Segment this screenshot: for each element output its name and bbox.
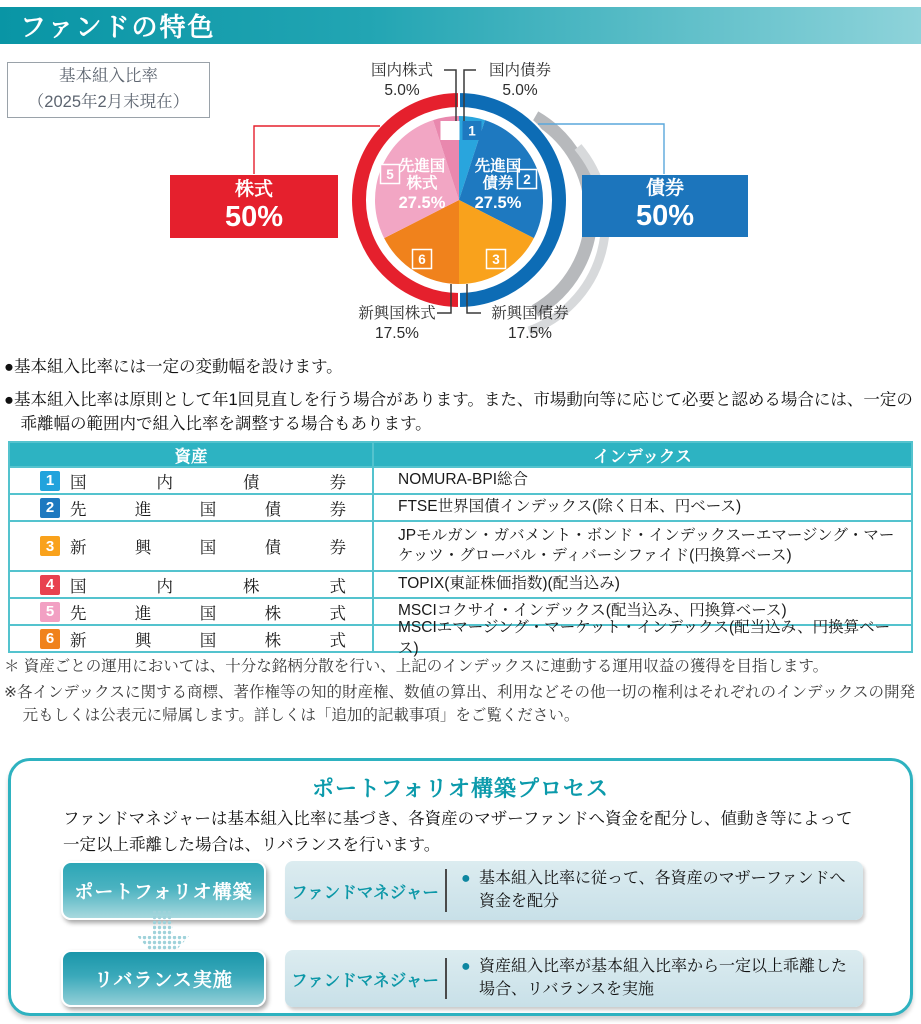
stock-group-box <box>170 175 338 238</box>
base-ratio-line1: 基本組入比率 <box>59 67 158 86</box>
asset-name: 国 内 債 券 <box>70 473 346 492</box>
label-emerging-bond-name: 新興国債券 <box>491 305 569 322</box>
table-header-asset: 資産 <box>10 443 374 466</box>
index-name: JPモルガン・ガバメント・ボンド・インデックスーエマージング・マーケッツ・グローバル・ディバーシファイド(円換算ベース) <box>398 526 895 564</box>
label-domestic-stock-name: 国内株式 <box>370 62 433 79</box>
process-step2-button <box>61 950 266 1007</box>
process-step1-label: ポートフォリオ構築 <box>74 882 253 903</box>
svg-text:先進国: 先進国 <box>398 158 446 175</box>
pie-badge-3 <box>487 250 506 269</box>
stock-group-pct: 50% <box>224 200 284 233</box>
asset-name: 国 内 株 式 <box>70 577 346 596</box>
asset-number-badge: 2 <box>40 498 60 518</box>
asset-name: 先 進 国 株 式 <box>70 604 346 623</box>
footnote-2: ※各インデックスに関する商標、著作権等の知的財産権、数値の算出、利用などその他一切の権利はそれぞれのインデックスの開発元もしくは公表元に帰属します。詳しくは「追加的記載事項」をご覧ください。 <box>4 684 916 724</box>
footnote-1: ＊ 資産ごとの運用においては、十分な銘柄分散を行い、上記のインデックスに連動する運用収益の獲得を目指します。 <box>4 658 829 675</box>
process-step1-desc-box <box>285 861 863 920</box>
asset-number-badge: 3 <box>40 536 60 556</box>
pie-badge-1 <box>463 121 482 140</box>
index-name: TOPIX(東証株価指数)(配当込み) <box>398 575 620 593</box>
asset-number-badge: 1 <box>40 471 60 491</box>
index-name: MSCIエマージング・マーケット・インデックス(配当込み、円換算ベース) <box>398 619 891 657</box>
section-title-bar <box>0 7 921 44</box>
bullet-icon: ● <box>461 870 471 888</box>
asset-name: 先 進 国 債 券 <box>70 500 346 519</box>
bullet-notes <box>4 356 917 446</box>
table-header-row <box>10 443 911 466</box>
process-step2-text: ● 資産組入比率が基本組入比率から一定以上乖離した場合、リバランスを実施 <box>461 958 848 998</box>
svg-text:27.5%: 27.5% <box>398 194 446 212</box>
index-name: NOMURA-BPI総合 <box>398 471 529 489</box>
portfolio-process-box <box>8 758 913 1016</box>
bullet-1: ●基本組入比率には一定の変動幅を設けます。 <box>4 358 343 376</box>
pie-badge-4 <box>441 121 460 140</box>
asset-number-badge: 4 <box>40 575 60 595</box>
process-step1-text: ● 基本組入比率に従って、各資産のマザーファンドへ資金を配分 <box>461 870 846 910</box>
table-row <box>10 570 911 597</box>
svg-text:2: 2 <box>523 172 531 187</box>
asset-name: 新 興 国 債 券 <box>70 539 346 557</box>
table-row <box>10 466 911 493</box>
stock-group-name: 株式 <box>234 178 273 200</box>
svg-text:先進国: 先進国 <box>474 158 522 175</box>
svg-text:3: 3 <box>492 252 500 267</box>
label-domestic-bond-pct: 5.0% <box>502 82 538 100</box>
label-domestic-stock <box>358 61 446 101</box>
asset-name: 新 興 国 株 式 <box>70 631 346 650</box>
table-row <box>10 520 911 570</box>
pie-badge-5 <box>381 165 400 184</box>
table-row <box>10 619 911 657</box>
asset-number-badge: 6 <box>40 629 60 649</box>
process-step2-label: リバランス実施 <box>94 970 233 991</box>
svg-text:6: 6 <box>418 252 426 267</box>
svg-text:債券: 債券 <box>482 175 514 192</box>
asset-number-badge: 5 <box>40 602 60 622</box>
index-name: MSCIコクサイ・インデックス(配当込み、円換算ベース) <box>398 602 787 620</box>
index-name: FTSE世界国債インデックス(除く日本、円ベース) <box>398 498 742 516</box>
svg-text:27.5%: 27.5% <box>474 194 522 212</box>
process-step1-role: ファンドマネジャー <box>291 883 439 902</box>
bullet-icon: ● <box>461 958 471 976</box>
svg-text:4: 4 <box>446 123 454 139</box>
label-domestic-bond-name: 国内債券 <box>488 62 551 79</box>
base-ratio-line2: （2025年2月末現在） <box>27 93 190 111</box>
bond-group-pct: 50% <box>635 200 695 233</box>
label-emerging-stock-name: 新興国株式 <box>358 305 436 322</box>
footnotes <box>4 656 917 731</box>
label-emerging-bond <box>478 304 582 344</box>
page-title: ファンドの特色 <box>20 12 216 42</box>
svg-text:5: 5 <box>386 167 394 182</box>
bond-group-box <box>582 175 748 237</box>
bond-group-name: 債券 <box>645 178 684 200</box>
label-emerging-bond-pct: 17.5% <box>508 325 552 343</box>
label-emerging-stock <box>350 304 444 344</box>
process-step2-desc-box <box>285 950 863 1007</box>
process-intro: ファンドマネジャーは基本組入比率に基づき、各資産のマザーファンドへ資金を配分し、値動き等によって一定以上乖離した場合は、リバランスを行います。 <box>63 810 853 855</box>
label-emerging-stock-pct: 17.5% <box>375 325 419 343</box>
label-domestic-stock-pct: 5.0% <box>384 82 420 100</box>
process-title: ポートフォリオ構築プロセス <box>311 776 610 801</box>
table-row <box>10 493 911 520</box>
process-step2-role: ファンドマネジャー <box>291 971 439 990</box>
svg-text:1: 1 <box>468 123 476 139</box>
asset-index-table <box>8 441 913 657</box>
svg-text:株式: 株式 <box>406 175 438 192</box>
bullet-2: ●基本組入比率は原則として年1回見直しを行う場合があります。また、市場動向等に応じて必要と認める場合には、一定の乖離幅の範囲内で組入比率を調整する場合もあります。 <box>4 390 913 433</box>
table-header-index: インデックス <box>593 447 692 466</box>
pie-badge-6 <box>413 250 432 269</box>
label-domestic-bond <box>476 61 564 101</box>
